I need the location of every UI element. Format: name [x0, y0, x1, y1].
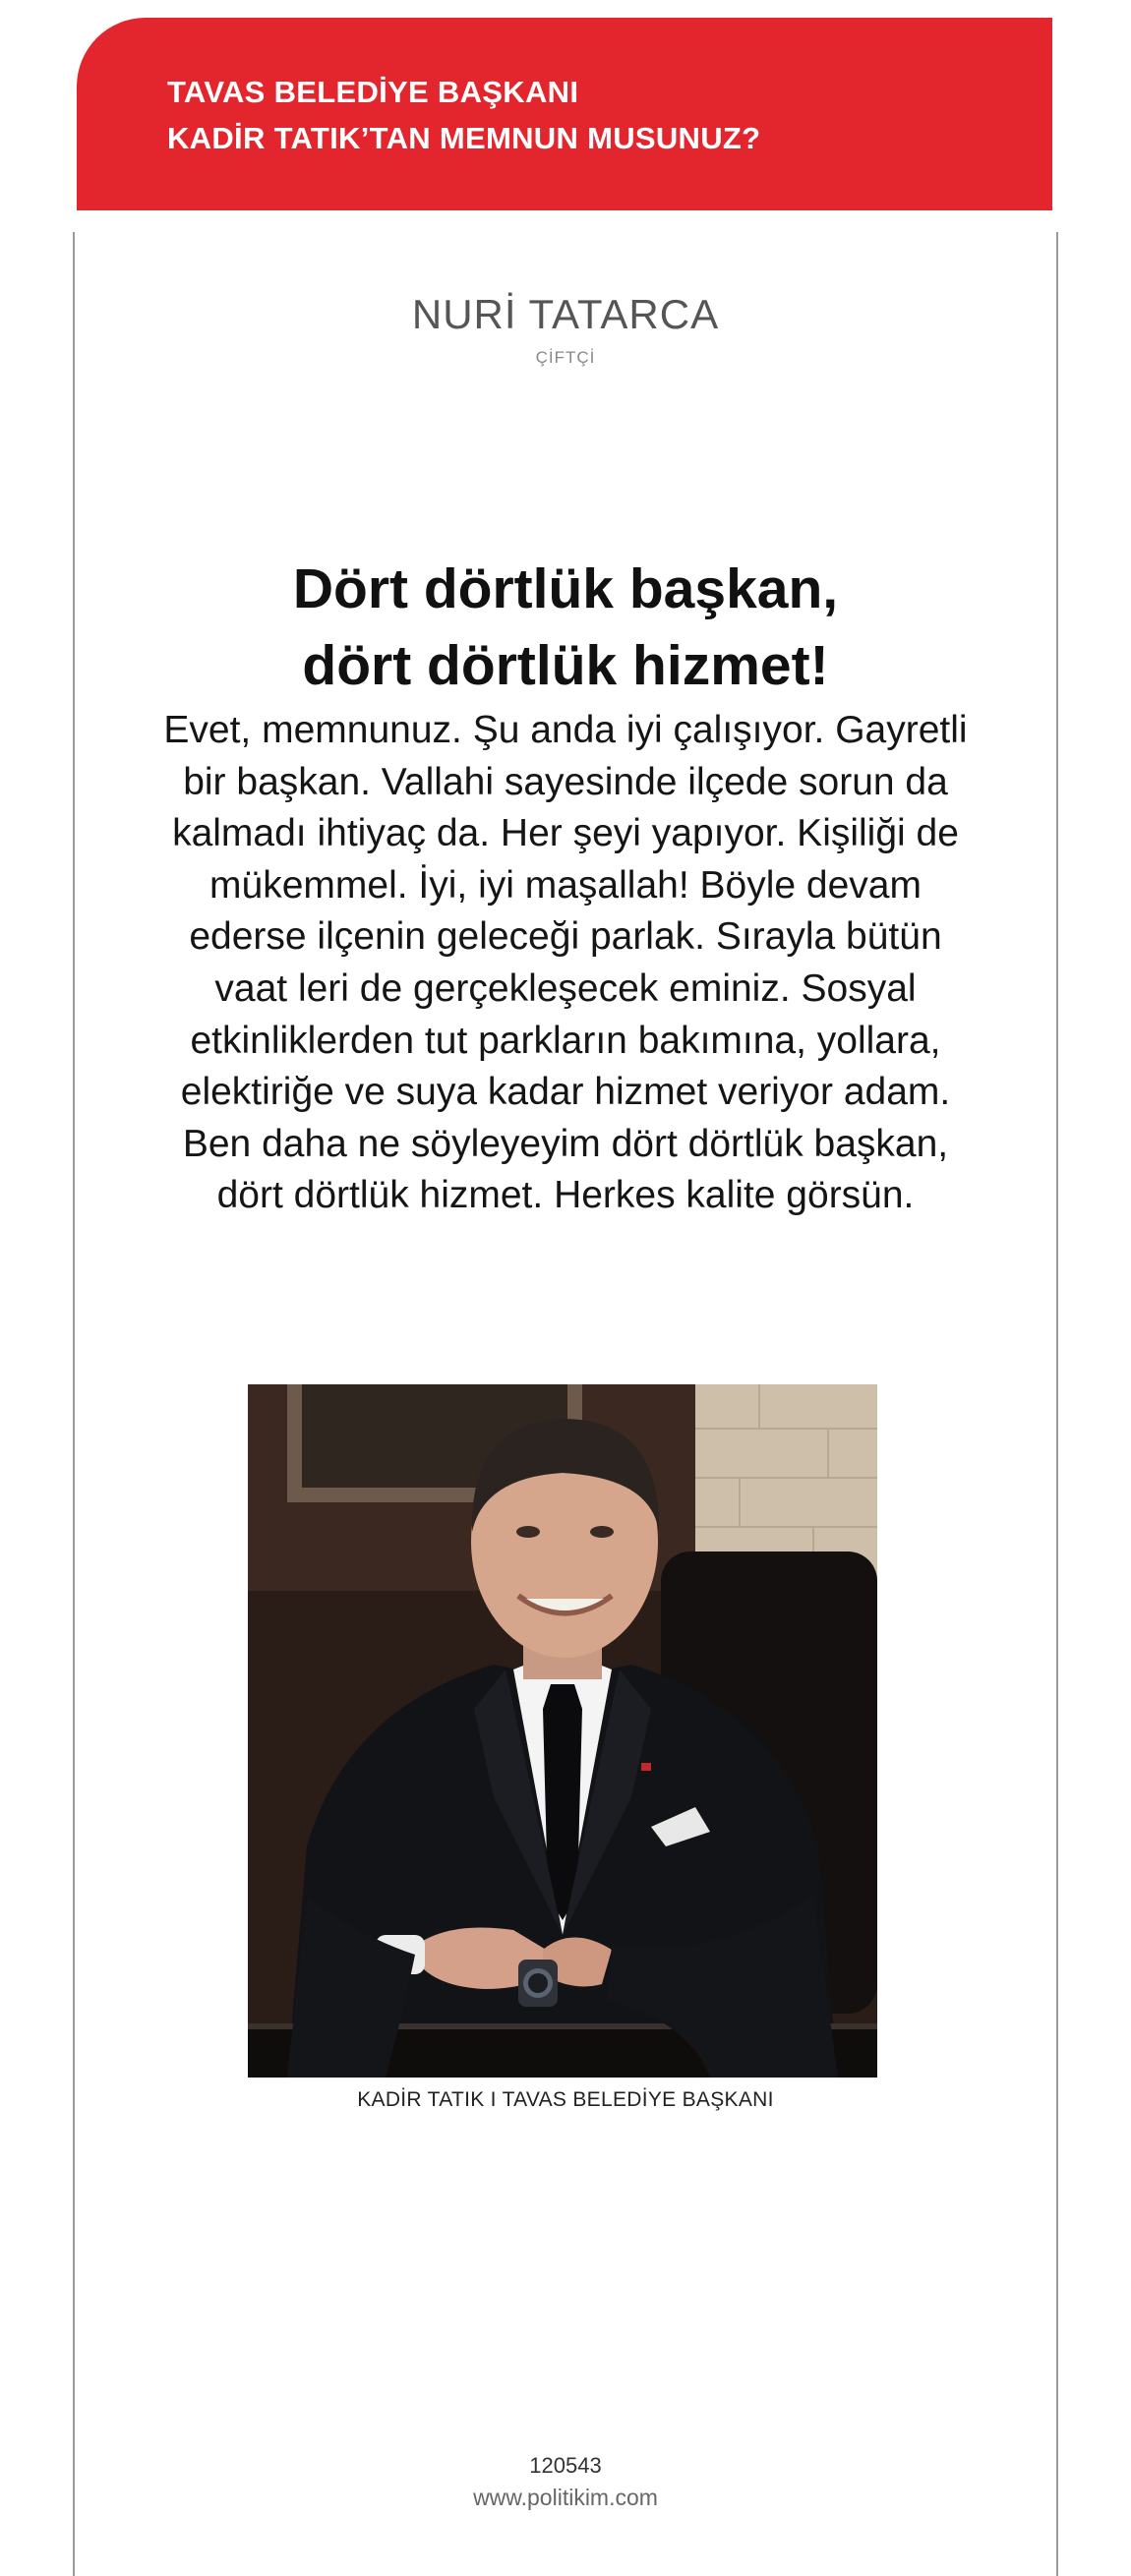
- page-number: 120543: [529, 2453, 602, 2478]
- author-name: NURİ TATARCA: [411, 291, 720, 337]
- header-title-line2: KADİR TATIK’TAN MEMNUN MUSUNUZ?: [167, 121, 761, 155]
- portrait-photo: [248, 1384, 877, 2078]
- author-role: ÇİFTÇİ: [535, 348, 596, 367]
- headline-line2: dört dörtlük hizmet!: [302, 634, 829, 697]
- photo-caption: KADİR TATIK I TAVAS BELEDİYE BAŞKANI: [357, 2088, 774, 2111]
- article-body: Evet, memnunuz. Şu anda iyi çalışıyor. Gayretli bir başkan. Vallahi sayesinde ilçede sorun da kalmadı ihtiyaç da. Her şeyi yapıyor. Kişiliği de mükemmel. İyi, iyi maşallah! Böyle devam ederse ilçenin geleceği parlak. Sırayla bütün vaat leri de gerçekleşecek eminiz. Sosyal etkinliklerden tut parkların bakımına, yollara, elektiriğe ve suya kadar hizmet veriyor adam. Ben daha ne söyleyeyim dört dörtlük başkan, dört dörtlük hizmet. Herkes kalite görsün.: [163, 709, 968, 1217]
- headline-line1: Dört dörtlük başkan,: [292, 557, 839, 620]
- website-url: www.politikim.com: [473, 2485, 658, 2510]
- header-title-line1: TAVAS BELEDİYE BAŞKANI: [167, 75, 579, 109]
- article-headline: [0, 551, 1131, 704]
- header-banner: [77, 18, 1052, 210]
